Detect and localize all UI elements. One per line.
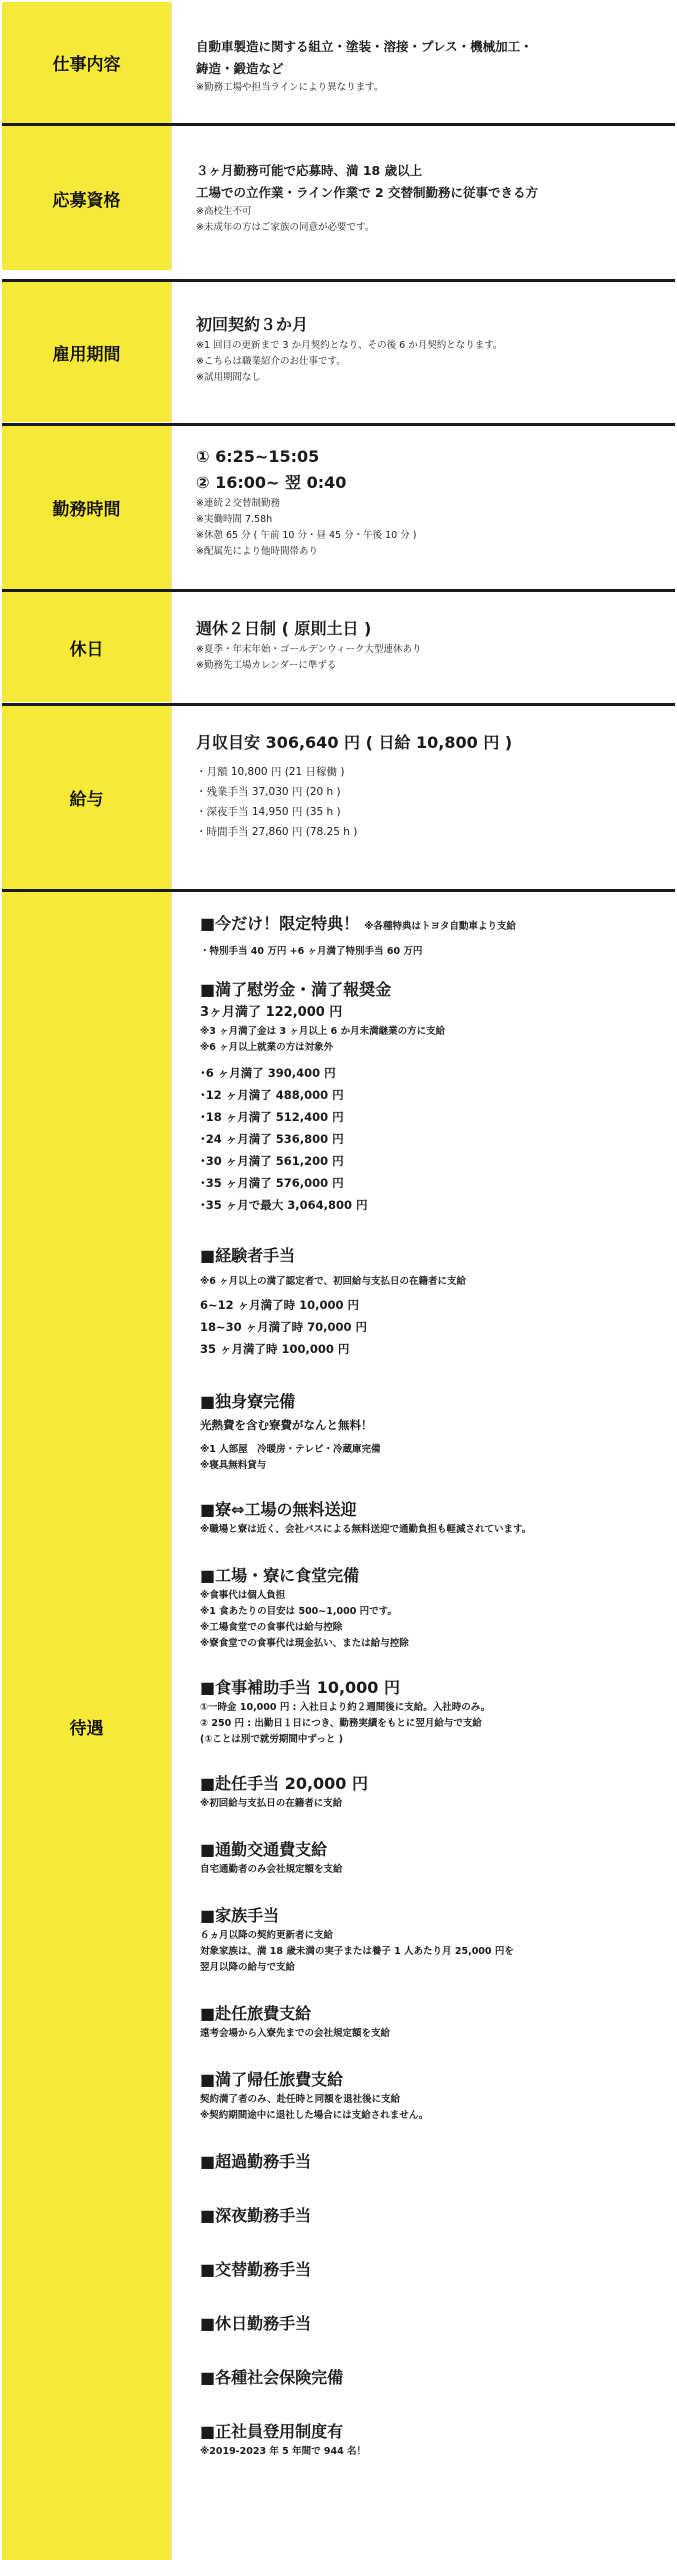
family-title: ■家族手当 xyxy=(200,1906,280,1925)
dorm-note2: ※寝具無料貸与 xyxy=(200,1460,267,1471)
dorm-title: ■独身寮完備 xyxy=(200,1392,296,1411)
shuttle-note: ※職場と寮は近く、会社バスによる無料送迎で通勤負担も軽減されています。 xyxy=(200,1524,532,1535)
assignment-title: ■赴任手当 20,000 円 xyxy=(200,1774,369,1793)
qual-line2: 工場での立作業・ライン作業で 2 交替制勤務に従事できる方 xyxy=(196,185,539,200)
job-line1: 自動車製造に関する組立・塗装・溶接・プレス・機械加工・ xyxy=(196,39,533,54)
row-label-salary: 給与 xyxy=(2,706,172,889)
completion-item: ･12 ヶ月満了 488,000 円 xyxy=(200,1088,344,1102)
job-line2: 鋳造・鍛造など xyxy=(196,61,284,76)
salary-line1: 月収目安 306,640 円 ( 日給 10,800 円 ) xyxy=(196,733,513,752)
shift-title: ■交替勤務手当 xyxy=(200,2260,312,2279)
special-note: ※各種特典はトヨタ自動車より支給 xyxy=(364,921,516,932)
meal-note: ①一時金 10,000 円 : 入社日より約２週間後に支給。入社時のみ。 xyxy=(200,1702,491,1713)
holiday-note1: ※夏季・年末年始・ゴールデンウィーク大型連休あり xyxy=(196,644,422,655)
exp-title: ■経験者手当 xyxy=(200,1246,296,1265)
fulltime-title: ■正社員登用制度有 xyxy=(200,2422,344,2441)
fulltime-note: ※2019-2023 年 5 年間で 944 名！ xyxy=(200,2446,367,2457)
meal-note: ② 250 円 : 出勤日１日につき、勤務実績をもとに翌月給与で支給 xyxy=(200,1718,482,1729)
hours-shift2: ② 16:00~ 翌 0:40 xyxy=(196,473,347,492)
completion-item: ･35 ヶ月満了 576,000 円 xyxy=(200,1176,344,1190)
completion-item: ･35 ヶ月で最大 3,064,800 円 xyxy=(200,1198,368,1212)
meal-title: ■食事補助手当 10,000 円 xyxy=(200,1678,401,1697)
row-qualification xyxy=(2,126,675,270)
salary-item: ・月額 10,800 円 (21 日稼働 ) xyxy=(196,766,345,778)
period-line1: 初回契約３か月 xyxy=(196,315,309,334)
family-note: ６ヵ月以降の契約更新者に支給 xyxy=(200,1930,334,1941)
completion-note2: ※6 ヶ月以上就業の方は対象外 xyxy=(200,1042,334,1053)
hours-shift1: ① 6:25~15:05 xyxy=(196,447,320,466)
row-hours xyxy=(2,426,675,589)
exp-item: 35 ヶ月満了時 100,000 円 xyxy=(200,1342,350,1356)
holiday-line1: 週休２日制 ( 原則土日 ) xyxy=(196,619,372,638)
insurance-title: ■各種社会保険完備 xyxy=(200,2368,344,2387)
family-note: 翌月以降の給与で支給 xyxy=(200,1962,296,1973)
period-note2: ※こちらは職業紹介のお仕事です。 xyxy=(196,356,346,367)
row-job xyxy=(2,2,675,123)
completion-item: ･24 ヶ月満了 536,800 円 xyxy=(200,1132,344,1146)
salary-item: ・残業手当 37,030 円 (20 h ) xyxy=(196,786,341,798)
cafeteria-note: ※食事代は個人負担 xyxy=(200,1590,286,1601)
completion-note1: ※3 ヶ月満了金は 3 ヶ月以上 6 か月未満継業の方に支給 xyxy=(200,1026,446,1037)
qual-note1: ※高校生不可 xyxy=(196,206,252,217)
period-note3: ※試用期間なし xyxy=(196,372,261,383)
salary-item: ・深夜手当 14,950 円 (35 h ) xyxy=(196,806,341,818)
hours-note1: ※連続２交替制勤務 xyxy=(196,498,280,509)
cafeteria-note: ※1 食あたりの目安は 500~1,000 円です。 xyxy=(200,1606,397,1617)
row-holiday xyxy=(2,592,675,702)
return-note: ※契約期間途中に退社した場合には支給されません。 xyxy=(200,2110,429,2121)
overtime-title: ■超過勤務手当 xyxy=(200,2152,312,2171)
qual-line1: ３ヶ月勤務可能で応募時、満 18 歳以上 xyxy=(196,163,423,178)
dorm-note1: ※1 人部屋 冷暖房・テレビ・冷蔵庫完備 xyxy=(200,1444,381,1455)
row-label-benefits: 待遇 xyxy=(2,892,172,2560)
exp-note: ※6 ヶ月以上の満了認定者で、初回給与支払日の在籍者に支給 xyxy=(200,1276,466,1287)
hours-note2: ※実働時間 7.58h xyxy=(196,514,273,525)
cafeteria-note: ※工場食堂での食事代は給与控除 xyxy=(200,1622,343,1633)
commute-note: 自宅通勤者のみ会社規定額を支給 xyxy=(200,1864,343,1875)
row-benefits xyxy=(2,892,675,2560)
dorm-sub: 光熱費を含む寮費がなんと無料！ xyxy=(200,1418,373,1432)
row-period xyxy=(2,282,675,422)
hours-note4: ※配属先により他時間帯あり xyxy=(196,546,318,557)
completion-item: ･30 ヶ月満了 561,200 円 xyxy=(200,1154,344,1168)
exp-item: 6~12 ヶ月満了時 10,000 円 xyxy=(200,1298,360,1312)
night-title: ■深夜勤務手当 xyxy=(200,2206,312,2225)
hours-note3: ※休憩 65 分 ( 午前 10 分・昼 45 分・午後 10 分 ) xyxy=(196,530,417,541)
travel-note: 遠考会場から入寮先までの会社規定額を支給 xyxy=(200,2028,391,2039)
salary-item: ・時間手当 27,860 円 (78.25 h ) xyxy=(196,826,358,838)
row-salary xyxy=(2,706,675,889)
return-note: 契約満了者のみ、赴任時と同額を退社後に支給 xyxy=(200,2094,401,2105)
cafeteria-title: ■工場・寮に食堂完備 xyxy=(200,1566,360,1585)
family-note: 対象家族は、満 18 歳未満の実子または養子 1 人あたり月 25,000 円を xyxy=(200,1946,514,1957)
special-title: ■今だけ！限定特典！ xyxy=(200,914,360,933)
holiday-note2: ※勤務先工場カレンダーに準ずる xyxy=(196,660,337,671)
assignment-note: ※初回給与支払日の在籍者に支給 xyxy=(200,1798,343,1809)
completion-title: ■満了慰労金・満了報奨金 xyxy=(200,980,392,999)
commute-title: ■通勤交通費支給 xyxy=(200,1840,328,1859)
return-title: ■満了帰任旅費支給 xyxy=(200,2070,344,2089)
row-label-hours: 勤務時間 xyxy=(2,426,172,589)
cafeteria-note: ※寮食堂での食事代は現金払い、または給与控除 xyxy=(200,1638,409,1649)
row-label-qualification: 応募資格 xyxy=(2,126,172,270)
completion-3m: 3ヶ月満了 122,000 円 xyxy=(200,1005,343,1020)
special-sub: ・特別手当 40 万円 +6 ヶ月満了特別手当 60 万円 xyxy=(200,946,423,957)
meal-note: (①ことは別で就労期間中ずっと ) xyxy=(200,1734,343,1745)
row-label-job: 仕事内容 xyxy=(2,2,172,123)
completion-item: ･6 ヶ月満了 390,400 円 xyxy=(200,1066,336,1080)
shuttle-title: ■寮⇔工場の無料送迎 xyxy=(200,1500,357,1519)
completion-item: ･18 ヶ月満了 512,400 円 xyxy=(200,1110,344,1124)
row-label-holiday: 休日 xyxy=(2,592,172,702)
exp-item: 18~30 ヶ月満了時 70,000 円 xyxy=(200,1320,368,1334)
travel-title: ■赴任旅費支給 xyxy=(200,2004,312,2023)
period-note1: ※1 回目の更新まで 3 か月契約となり、その後 6 か月契約となります。 xyxy=(196,340,503,351)
job-note: ※勤務工場や担当ラインにより異なります。 xyxy=(196,82,384,93)
holiday-work-title: ■休日勤務手当 xyxy=(200,2314,312,2333)
qual-note2: ※未成年の方はご家族の同意が必要です。 xyxy=(196,222,375,233)
row-label-period: 雇用期間 xyxy=(2,282,172,422)
